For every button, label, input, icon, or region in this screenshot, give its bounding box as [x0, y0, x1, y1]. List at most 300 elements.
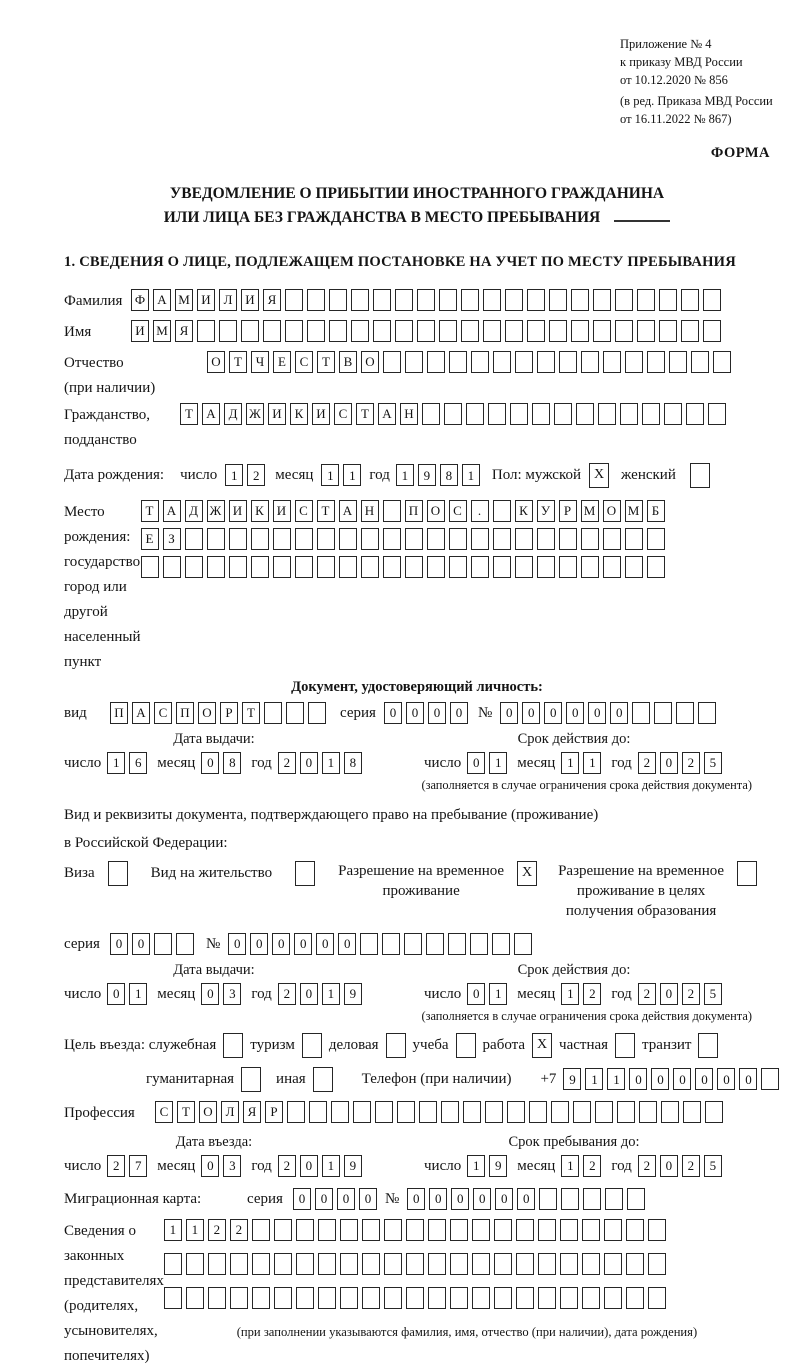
char-cell[interactable]: [296, 1253, 314, 1275]
char-cell[interactable]: [472, 1219, 490, 1241]
char-cell[interactable]: [417, 289, 435, 311]
char-cell[interactable]: 0: [544, 702, 562, 724]
char-cell[interactable]: [428, 1253, 446, 1275]
char-cell[interactable]: 1: [583, 752, 601, 774]
char-cell[interactable]: [417, 320, 435, 342]
char-cell[interactable]: [583, 1188, 601, 1210]
char-cell[interactable]: Т: [356, 403, 374, 425]
char-cell[interactable]: [554, 403, 572, 425]
char-cell[interactable]: [537, 351, 555, 373]
char-cell[interactable]: С: [295, 351, 313, 373]
char-cell[interactable]: [307, 289, 325, 311]
char-cell[interactable]: [538, 1219, 556, 1241]
char-cell[interactable]: 0: [228, 933, 246, 955]
char-cell[interactable]: [471, 556, 489, 578]
char-cell[interactable]: [252, 1253, 270, 1275]
char-cell[interactable]: [230, 1253, 248, 1275]
char-cell[interactable]: 1: [607, 1068, 625, 1090]
char-cell[interactable]: [264, 702, 282, 724]
char-cell[interactable]: 0: [110, 933, 128, 955]
char-cell[interactable]: И: [197, 289, 215, 311]
char-cell[interactable]: [639, 1101, 657, 1123]
char-cell[interactable]: [422, 403, 440, 425]
char-cell[interactable]: [681, 320, 699, 342]
char-cell[interactable]: 1: [585, 1068, 603, 1090]
char-cell[interactable]: 1: [164, 1219, 182, 1241]
char-cell[interactable]: [620, 403, 638, 425]
char-cell[interactable]: 2: [278, 752, 296, 774]
char-cell[interactable]: М: [153, 320, 171, 342]
char-cell[interactable]: Ч: [251, 351, 269, 373]
char-cell[interactable]: [617, 1101, 635, 1123]
char-cell[interactable]: [340, 1287, 358, 1309]
char-cell[interactable]: П: [176, 702, 194, 724]
char-cell[interactable]: [450, 1287, 468, 1309]
char-cell[interactable]: У: [537, 500, 555, 522]
char-cell[interactable]: [593, 289, 611, 311]
char-cell[interactable]: [559, 528, 577, 550]
char-cell[interactable]: [647, 556, 665, 578]
char-cell[interactable]: 0: [316, 933, 334, 955]
char-cell[interactable]: [383, 528, 401, 550]
char-cell[interactable]: [669, 351, 687, 373]
char-cell[interactable]: 2: [638, 983, 656, 1005]
char-cell[interactable]: [615, 289, 633, 311]
char-cell[interactable]: [186, 1287, 204, 1309]
temp-residence-edu-checkbox[interactable]: [737, 861, 757, 886]
char-cell[interactable]: [493, 556, 511, 578]
char-cell[interactable]: [593, 320, 611, 342]
char-cell[interactable]: [648, 1287, 666, 1309]
char-cell[interactable]: [686, 403, 704, 425]
char-cell[interactable]: 0: [300, 983, 318, 1005]
temp-residence-checkbox[interactable]: X: [517, 861, 537, 886]
char-cell[interactable]: 0: [407, 1188, 425, 1210]
char-cell[interactable]: [340, 1219, 358, 1241]
char-cell[interactable]: 1: [225, 464, 243, 486]
char-cell[interactable]: 0: [384, 702, 402, 724]
char-cell[interactable]: [538, 1287, 556, 1309]
char-cell[interactable]: [637, 320, 655, 342]
char-cell[interactable]: 0: [300, 1155, 318, 1177]
char-cell[interactable]: [559, 556, 577, 578]
char-cell[interactable]: Я: [263, 289, 281, 311]
char-cell[interactable]: С: [449, 500, 467, 522]
char-cell[interactable]: С: [295, 500, 313, 522]
char-cell[interactable]: [252, 1287, 270, 1309]
char-cell[interactable]: А: [339, 500, 357, 522]
char-cell[interactable]: М: [175, 289, 193, 311]
char-cell[interactable]: 0: [201, 752, 219, 774]
char-cell[interactable]: К: [290, 403, 308, 425]
char-cell[interactable]: 1: [322, 983, 340, 1005]
char-cell[interactable]: [318, 1219, 336, 1241]
char-cell[interactable]: [383, 351, 401, 373]
char-cell[interactable]: [382, 933, 400, 955]
char-cell[interactable]: 2: [638, 1155, 656, 1177]
char-cell[interactable]: [331, 1101, 349, 1123]
char-cell[interactable]: [647, 351, 665, 373]
char-cell[interactable]: [488, 403, 506, 425]
char-cell[interactable]: 0: [272, 933, 290, 955]
char-cell[interactable]: 2: [107, 1155, 125, 1177]
char-cell[interactable]: С: [155, 1101, 173, 1123]
char-cell[interactable]: [252, 1219, 270, 1241]
char-cell[interactable]: [406, 1287, 424, 1309]
char-cell[interactable]: Я: [243, 1101, 261, 1123]
char-cell[interactable]: И: [273, 500, 291, 522]
char-cell[interactable]: [375, 1101, 393, 1123]
char-cell[interactable]: [604, 1287, 622, 1309]
char-cell[interactable]: [571, 289, 589, 311]
char-cell[interactable]: 2: [583, 1155, 601, 1177]
char-cell[interactable]: 9: [344, 983, 362, 1005]
char-cell[interactable]: [274, 1253, 292, 1275]
char-cell[interactable]: О: [361, 351, 379, 373]
char-cell[interactable]: Ж: [207, 500, 225, 522]
char-cell[interactable]: [405, 528, 423, 550]
char-cell[interactable]: [516, 1219, 534, 1241]
char-cell[interactable]: [466, 403, 484, 425]
char-cell[interactable]: [604, 1253, 622, 1275]
char-cell[interactable]: [761, 1068, 779, 1090]
char-cell[interactable]: [176, 933, 194, 955]
char-cell[interactable]: [449, 351, 467, 373]
char-cell[interactable]: О: [198, 702, 216, 724]
char-cell[interactable]: [251, 556, 269, 578]
char-cell[interactable]: 1: [396, 464, 414, 486]
char-cell[interactable]: [494, 1219, 512, 1241]
char-cell[interactable]: [274, 1219, 292, 1241]
char-cell[interactable]: 0: [717, 1068, 735, 1090]
char-cell[interactable]: [571, 320, 589, 342]
char-cell[interactable]: [461, 289, 479, 311]
char-cell[interactable]: [514, 933, 532, 955]
char-cell[interactable]: Р: [265, 1101, 283, 1123]
char-cell[interactable]: 8: [344, 752, 362, 774]
char-cell[interactable]: 5: [704, 752, 722, 774]
char-cell[interactable]: 0: [467, 752, 485, 774]
char-cell[interactable]: [605, 1188, 623, 1210]
char-cell[interactable]: [493, 528, 511, 550]
char-cell[interactable]: 0: [337, 1188, 355, 1210]
char-cell[interactable]: 1: [489, 983, 507, 1005]
char-cell[interactable]: [627, 1188, 645, 1210]
char-cell[interactable]: [362, 1287, 380, 1309]
char-cell[interactable]: [626, 1219, 644, 1241]
char-cell[interactable]: [537, 528, 555, 550]
char-cell[interactable]: [507, 1101, 525, 1123]
char-cell[interactable]: [559, 351, 577, 373]
char-cell[interactable]: [494, 1253, 512, 1275]
char-cell[interactable]: [339, 556, 357, 578]
char-cell[interactable]: [351, 320, 369, 342]
char-cell[interactable]: П: [110, 702, 128, 724]
char-cell[interactable]: А: [378, 403, 396, 425]
char-cell[interactable]: [471, 351, 489, 373]
char-cell[interactable]: 1: [462, 464, 480, 486]
char-cell[interactable]: [295, 556, 313, 578]
char-cell[interactable]: 2: [230, 1219, 248, 1241]
char-cell[interactable]: О: [603, 500, 621, 522]
char-cell[interactable]: 0: [695, 1068, 713, 1090]
char-cell[interactable]: [604, 1219, 622, 1241]
char-cell[interactable]: [603, 528, 621, 550]
char-cell[interactable]: 3: [223, 983, 241, 1005]
char-cell[interactable]: [516, 1253, 534, 1275]
char-cell[interactable]: [472, 1253, 490, 1275]
char-cell[interactable]: Р: [220, 702, 238, 724]
char-cell[interactable]: [676, 702, 694, 724]
char-cell[interactable]: [373, 320, 391, 342]
char-cell[interactable]: [339, 528, 357, 550]
purpose-study-checkbox[interactable]: [456, 1033, 476, 1058]
char-cell[interactable]: [164, 1253, 182, 1275]
char-cell[interactable]: [598, 403, 616, 425]
char-cell[interactable]: 1: [186, 1219, 204, 1241]
char-cell[interactable]: М: [581, 500, 599, 522]
char-cell[interactable]: 0: [428, 702, 446, 724]
char-cell[interactable]: [439, 320, 457, 342]
char-cell[interactable]: [273, 528, 291, 550]
char-cell[interactable]: [642, 403, 660, 425]
char-cell[interactable]: [493, 500, 511, 522]
char-cell[interactable]: [427, 528, 445, 550]
char-cell[interactable]: [573, 1101, 591, 1123]
char-cell[interactable]: Б: [647, 500, 665, 522]
char-cell[interactable]: 2: [682, 752, 700, 774]
purpose-other-checkbox[interactable]: [313, 1067, 333, 1092]
char-cell[interactable]: 1: [129, 983, 147, 1005]
residence-permit-checkbox[interactable]: [295, 861, 315, 886]
char-cell[interactable]: [285, 320, 303, 342]
char-cell[interactable]: [186, 1253, 204, 1275]
char-cell[interactable]: Т: [180, 403, 198, 425]
char-cell[interactable]: 0: [132, 933, 150, 955]
char-cell[interactable]: 2: [208, 1219, 226, 1241]
char-cell[interactable]: [141, 556, 159, 578]
char-cell[interactable]: 9: [489, 1155, 507, 1177]
char-cell[interactable]: 0: [673, 1068, 691, 1090]
char-cell[interactable]: [581, 351, 599, 373]
char-cell[interactable]: А: [132, 702, 150, 724]
char-cell[interactable]: [353, 1101, 371, 1123]
char-cell[interactable]: Е: [273, 351, 291, 373]
char-cell[interactable]: [560, 1219, 578, 1241]
char-cell[interactable]: [406, 1219, 424, 1241]
char-cell[interactable]: [439, 289, 457, 311]
char-cell[interactable]: [708, 403, 726, 425]
char-cell[interactable]: [329, 289, 347, 311]
char-cell[interactable]: 0: [495, 1188, 513, 1210]
purpose-work-checkbox[interactable]: X: [532, 1033, 552, 1058]
char-cell[interactable]: 1: [561, 983, 579, 1005]
char-cell[interactable]: [470, 933, 488, 955]
char-cell[interactable]: 0: [517, 1188, 535, 1210]
char-cell[interactable]: Т: [242, 702, 260, 724]
char-cell[interactable]: 2: [583, 983, 601, 1005]
char-cell[interactable]: [492, 933, 510, 955]
char-cell[interactable]: Р: [559, 500, 577, 522]
char-cell[interactable]: [582, 1253, 600, 1275]
char-cell[interactable]: [285, 289, 303, 311]
char-cell[interactable]: [317, 528, 335, 550]
char-cell[interactable]: [397, 1101, 415, 1123]
char-cell[interactable]: [395, 320, 413, 342]
char-cell[interactable]: 0: [107, 983, 125, 1005]
char-cell[interactable]: [427, 556, 445, 578]
char-cell[interactable]: [659, 289, 677, 311]
char-cell[interactable]: [404, 933, 422, 955]
char-cell[interactable]: Н: [400, 403, 418, 425]
char-cell[interactable]: 0: [629, 1068, 647, 1090]
purpose-tourism-checkbox[interactable]: [302, 1033, 322, 1058]
char-cell[interactable]: [647, 528, 665, 550]
char-cell[interactable]: 0: [739, 1068, 757, 1090]
char-cell[interactable]: [648, 1219, 666, 1241]
char-cell[interactable]: [351, 289, 369, 311]
char-cell[interactable]: [703, 320, 721, 342]
char-cell[interactable]: И: [312, 403, 330, 425]
char-cell[interactable]: И: [268, 403, 286, 425]
char-cell[interactable]: [625, 528, 643, 550]
male-checkbox[interactable]: X: [589, 463, 609, 488]
char-cell[interactable]: Т: [177, 1101, 195, 1123]
char-cell[interactable]: [197, 320, 215, 342]
char-cell[interactable]: [626, 1287, 644, 1309]
char-cell[interactable]: И: [131, 320, 149, 342]
char-cell[interactable]: [444, 403, 462, 425]
char-cell[interactable]: [405, 351, 423, 373]
char-cell[interactable]: Н: [361, 500, 379, 522]
char-cell[interactable]: [505, 320, 523, 342]
char-cell[interactable]: [427, 351, 445, 373]
char-cell[interactable]: [419, 1101, 437, 1123]
char-cell[interactable]: 2: [682, 1155, 700, 1177]
purpose-business-checkbox[interactable]: [386, 1033, 406, 1058]
purpose-private-checkbox[interactable]: [615, 1033, 635, 1058]
char-cell[interactable]: [373, 289, 391, 311]
char-cell[interactable]: [691, 351, 709, 373]
char-cell[interactable]: [450, 1253, 468, 1275]
char-cell[interactable]: [463, 1101, 481, 1123]
char-cell[interactable]: Е: [141, 528, 159, 550]
char-cell[interactable]: [538, 1253, 556, 1275]
char-cell[interactable]: [441, 1101, 459, 1123]
char-cell[interactable]: 5: [704, 983, 722, 1005]
char-cell[interactable]: [426, 933, 444, 955]
char-cell[interactable]: [449, 528, 467, 550]
char-cell[interactable]: [493, 351, 511, 373]
char-cell[interactable]: 0: [467, 983, 485, 1005]
char-cell[interactable]: 0: [406, 702, 424, 724]
char-cell[interactable]: [705, 1101, 723, 1123]
char-cell[interactable]: [516, 1287, 534, 1309]
char-cell[interactable]: 0: [651, 1068, 669, 1090]
char-cell[interactable]: 7: [129, 1155, 147, 1177]
char-cell[interactable]: [428, 1219, 446, 1241]
char-cell[interactable]: [471, 528, 489, 550]
char-cell[interactable]: Т: [229, 351, 247, 373]
char-cell[interactable]: 0: [201, 983, 219, 1005]
char-cell[interactable]: [361, 556, 379, 578]
char-cell[interactable]: [241, 320, 259, 342]
char-cell[interactable]: 1: [321, 464, 339, 486]
char-cell[interactable]: 0: [473, 1188, 491, 1210]
char-cell[interactable]: [406, 1253, 424, 1275]
char-cell[interactable]: 1: [489, 752, 507, 774]
char-cell[interactable]: [384, 1287, 402, 1309]
char-cell[interactable]: 0: [451, 1188, 469, 1210]
char-cell[interactable]: [510, 403, 528, 425]
char-cell[interactable]: [632, 702, 650, 724]
char-cell[interactable]: [383, 556, 401, 578]
char-cell[interactable]: 0: [315, 1188, 333, 1210]
char-cell[interactable]: П: [405, 500, 423, 522]
char-cell[interactable]: [515, 528, 533, 550]
char-cell[interactable]: [309, 1101, 327, 1123]
char-cell[interactable]: [287, 1101, 305, 1123]
char-cell[interactable]: [318, 1253, 336, 1275]
char-cell[interactable]: К: [251, 500, 269, 522]
char-cell[interactable]: [395, 289, 413, 311]
char-cell[interactable]: [582, 1219, 600, 1241]
char-cell[interactable]: [654, 702, 672, 724]
char-cell[interactable]: [329, 320, 347, 342]
char-cell[interactable]: 9: [344, 1155, 362, 1177]
purpose-official-checkbox[interactable]: [223, 1033, 243, 1058]
char-cell[interactable]: И: [241, 289, 259, 311]
char-cell[interactable]: 5: [704, 1155, 722, 1177]
char-cell[interactable]: [461, 320, 479, 342]
char-cell[interactable]: 6: [129, 752, 147, 774]
char-cell[interactable]: [383, 500, 401, 522]
char-cell[interactable]: А: [153, 289, 171, 311]
char-cell[interactable]: 9: [563, 1068, 581, 1090]
char-cell[interactable]: О: [427, 500, 445, 522]
char-cell[interactable]: [637, 289, 655, 311]
char-cell[interactable]: [251, 528, 269, 550]
char-cell[interactable]: 0: [450, 702, 468, 724]
char-cell[interactable]: [362, 1253, 380, 1275]
char-cell[interactable]: [698, 702, 716, 724]
char-cell[interactable]: [615, 320, 633, 342]
char-cell[interactable]: [163, 556, 181, 578]
char-cell[interactable]: [560, 1253, 578, 1275]
char-cell[interactable]: 0: [566, 702, 584, 724]
char-cell[interactable]: 1: [322, 752, 340, 774]
char-cell[interactable]: [362, 1219, 380, 1241]
char-cell[interactable]: 8: [440, 464, 458, 486]
char-cell[interactable]: 0: [250, 933, 268, 955]
char-cell[interactable]: [625, 351, 643, 373]
char-cell[interactable]: 9: [418, 464, 436, 486]
char-cell[interactable]: [295, 528, 313, 550]
char-cell[interactable]: 0: [660, 1155, 678, 1177]
char-cell[interactable]: 1: [107, 752, 125, 774]
char-cell[interactable]: 0: [588, 702, 606, 724]
visa-checkbox[interactable]: [108, 861, 128, 886]
char-cell[interactable]: А: [163, 500, 181, 522]
char-cell[interactable]: [549, 289, 567, 311]
char-cell[interactable]: [308, 702, 326, 724]
char-cell[interactable]: .: [471, 500, 489, 522]
char-cell[interactable]: [515, 351, 533, 373]
char-cell[interactable]: 3: [223, 1155, 241, 1177]
char-cell[interactable]: [505, 289, 523, 311]
char-cell[interactable]: [360, 933, 378, 955]
char-cell[interactable]: 2: [638, 752, 656, 774]
